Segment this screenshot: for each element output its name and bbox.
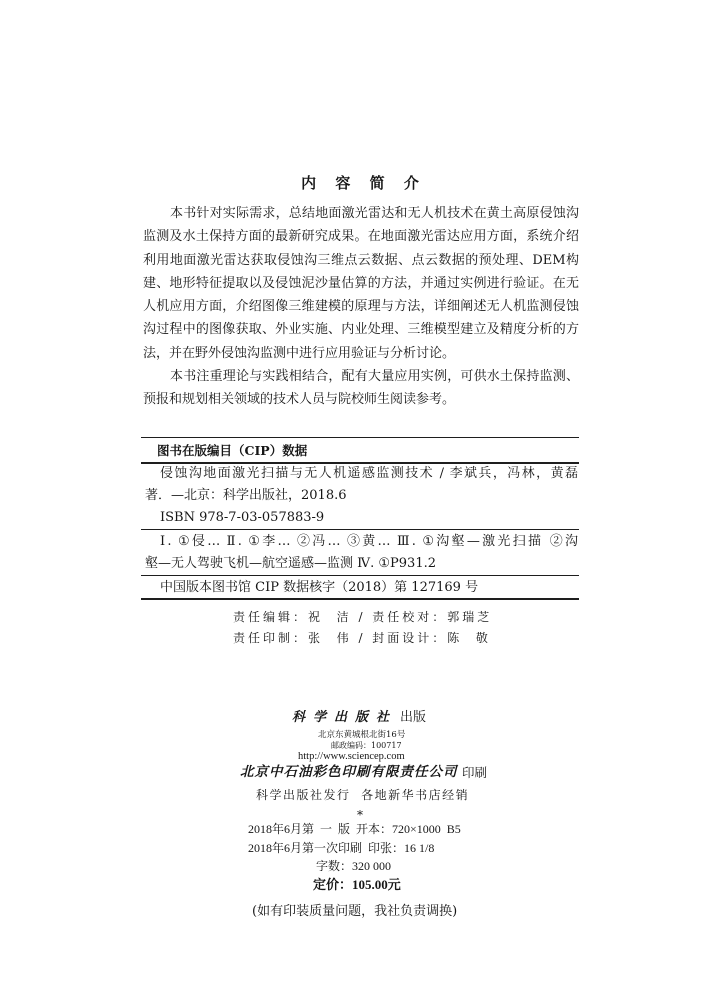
cip-subject-line: Ⅰ. ①侵… Ⅱ. ①李… ②冯… ③黄… Ⅲ. ①沟壑—激光扫描 ②沟 [160, 534, 578, 549]
intro-line: 预报和规划相关领域的技术人员与院校师生阅读参考。 [143, 392, 456, 407]
edition-line: 2018年6月第 一 版 开本：720×1000 B5 [248, 822, 461, 836]
intro-line: 监测及水土保持方面的最新研究成果。在地面激光雷达应用方面，系统介绍 [143, 229, 579, 245]
publisher-postcode: 邮政编码：100717 [331, 741, 402, 750]
intro-line: 建、地形特征提取以及侵蚀泥沙量估算的方法，并通过实例进行验证。在无 [143, 275, 579, 291]
cip-divider [141, 529, 579, 530]
credit-line-editors: 责任编辑：祝 洁 / 责任校对：郭瑞芝 [233, 610, 493, 624]
intro-line: 利用地面激光雷达获取侵蚀沟三维点云数据、点云数据的预处理、DEM构 [143, 252, 579, 268]
price: 定价：105.00元 [313, 877, 401, 892]
intro-line: 本书注重理论与实践相结合，配有大量应用实例，可供水土保持监测、 [170, 368, 579, 384]
printing-line: 2018年6月第一次印刷 印张：16 1/8 [248, 841, 435, 855]
publisher-action: 出版 [400, 710, 427, 725]
publisher-url: http://www.sciencep.com [298, 751, 405, 762]
intro-line: 法，并在野外侵蚀沟监测中进行应用验证与分析讨论。 [143, 345, 456, 361]
cip-record-number: 中国版本图书馆 CIP 数据核字（2018）第 127169 号 [160, 580, 479, 595]
cip-bibliographic-line: 著．—北京：科学出版社，2018.6 [145, 488, 347, 503]
cip-heading: 图书在版编目（CIP）数据 [157, 443, 308, 458]
intro-text [143, 202, 579, 411]
separator-star: * [357, 808, 363, 822]
intro-line: 本书针对实际需求，总结地面激光雷达和无人机技术在黄土高原侵蚀沟 [170, 206, 579, 221]
credit-line-production: 责任印制：张 伟 / 封面设计：陈 敬 [233, 631, 491, 645]
intro-line: 沟过程中的图像获取、外业实施、内业处理、三维模型建立及精度分析的方 [143, 322, 579, 338]
cip-top-rule [141, 437, 579, 438]
distribution-line: 科学出版社发行 各地新华书店经销 [256, 788, 470, 802]
printer-action: 印刷 [462, 765, 488, 780]
word-count: 字数：320 000 [316, 859, 392, 873]
quality-notice: (如有印装质量问题，我社负责调换) [252, 904, 458, 919]
intro-title: 内 容 简 介 [301, 174, 419, 192]
cip-bibliographic-line: 侵蚀沟地面激光扫描与无人机遥感监测技术 / 李斌兵，冯林，黄磊 [160, 466, 578, 481]
cip-divider [141, 575, 579, 576]
printer-name: 北京中石油彩色印刷有限责任公司 [240, 764, 458, 780]
intro-line: 人机应用方面，介绍图像三维建模的原理与方法，详细阐述无人机监测侵蚀 [143, 299, 579, 314]
cip-isbn: ISBN 978-7-03-057883-9 [160, 510, 325, 525]
publisher-logo: 科学出版社 [292, 710, 398, 725]
publisher-address: 北京东黄城根北街16号 [318, 730, 406, 740]
cip-subject-line: 壑—无人驾驶飞机—航空遥感—监测 Ⅳ. ①P931.2 [145, 556, 437, 571]
cip-heading-rule [141, 462, 579, 464]
cip-bottom-rule [141, 598, 579, 600]
